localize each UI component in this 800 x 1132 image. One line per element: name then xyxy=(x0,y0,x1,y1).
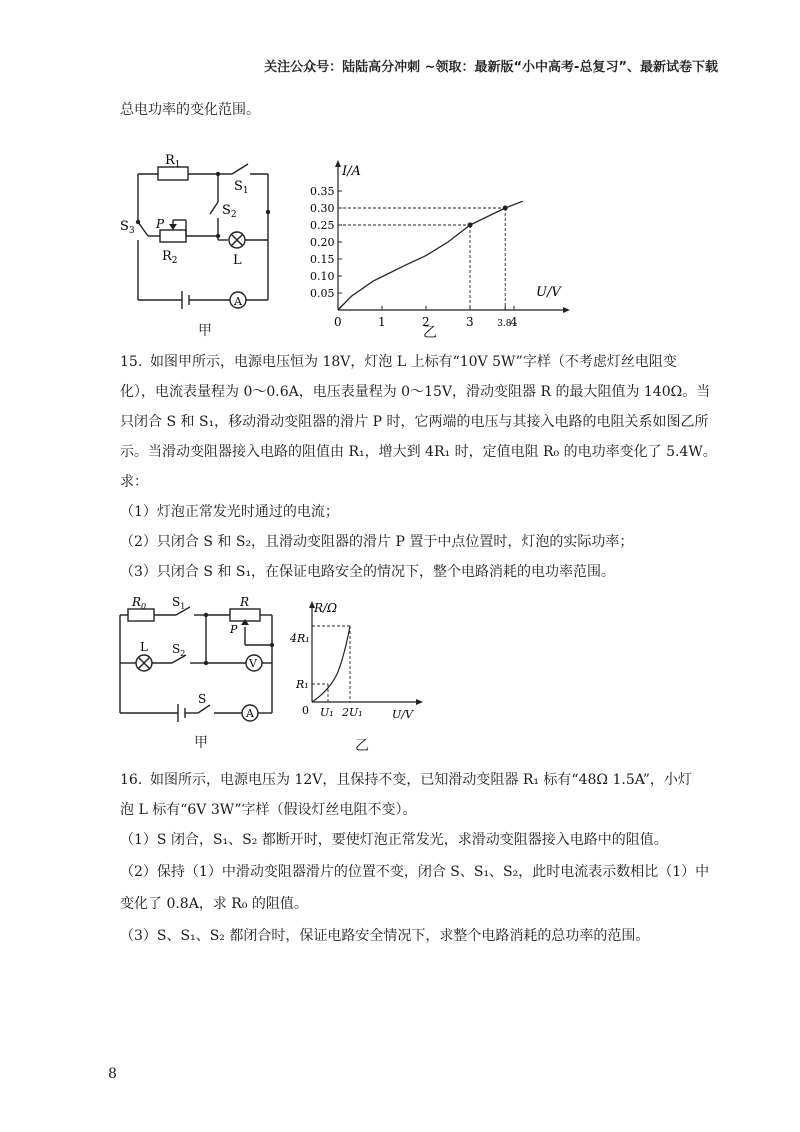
p-label: P xyxy=(156,217,165,231)
fig2-tick-u1: U₁ xyxy=(320,706,334,719)
r0-label: $R_0$ xyxy=(132,595,147,611)
x-tick-label: 0 xyxy=(334,315,342,329)
figure2-circuit-caption: 甲 xyxy=(194,735,208,751)
q15-line: 如图甲所示，电源电压恒为 18V，灯泡 L 上标有“10V 5W”字样（不考虑灯丝电阻变 xyxy=(150,354,677,370)
q15-line: 化），电流表量程为 0～0.6A，电压表量程为 0～15V，滑动变阻器 R 的最大阻值为 140Ω。当 xyxy=(120,384,711,400)
fig2-s1-label: $S_1$ xyxy=(172,595,186,611)
y-tick-label: 0.15 xyxy=(310,253,335,266)
fig2-ammeter-label: A xyxy=(246,707,254,720)
page-number: 8 xyxy=(108,1066,117,1082)
y-tick-label: 0.35 xyxy=(310,185,335,198)
y-axis-arrow xyxy=(335,160,341,167)
y-tick-label: 0.05 xyxy=(310,287,335,300)
fig2-tick-2u1: 2U₁ xyxy=(342,706,363,719)
ammeter-label: A xyxy=(234,295,242,308)
q15-line: 只闭合 S 和 S₁，移动滑动变阻器的滑片 P 时，它两端的电压与其接入电路的电阻关系如图乙所 xyxy=(120,414,709,430)
graph1-xlabel: U/V xyxy=(536,285,561,300)
y-tick-label: 0.20 xyxy=(310,236,335,249)
x-tick-label: 4 xyxy=(510,315,518,329)
data-point xyxy=(503,206,508,211)
i-u-curve xyxy=(338,201,523,310)
y-tick-label: 0.10 xyxy=(310,270,335,283)
voltmeter-label: V xyxy=(249,657,257,670)
y-tick-label: 0.30 xyxy=(310,202,335,215)
figure1-graph-caption: 乙 xyxy=(423,325,437,341)
fig2-s2-label: $S_2$ xyxy=(172,642,186,658)
q16-line: 如图所示，电源电压为 12V，且保持不变，已知滑动变阻器 R₁ 标有“48Ω 1.5A”，小灯 xyxy=(150,772,692,788)
x-axis-arrow xyxy=(563,307,570,313)
q16-number: 16. xyxy=(120,772,143,788)
figure2-graph-caption: 乙 xyxy=(355,738,369,754)
fig2-tick-origin: 0 xyxy=(302,704,309,717)
q16-part3: （3）S、S₁、S₂ 都闭合时，保证电路安全情况下，求整个电路消耗的总功率的范围。 xyxy=(120,928,650,944)
y-tick-label: 0.25 xyxy=(310,219,335,232)
q15-part1: （1）灯泡正常发光时通过的电流； xyxy=(120,504,339,520)
q15-number: 15. xyxy=(120,354,143,370)
r-label: R xyxy=(240,595,250,609)
x-tick-label: 1 xyxy=(378,315,386,329)
s2-label: $S_2$ xyxy=(222,203,237,220)
fig2-p-label: P xyxy=(230,623,238,636)
figure2-graph xyxy=(290,598,430,728)
lamp-label: L xyxy=(233,253,242,268)
r2-label: $R_2$ xyxy=(162,249,178,266)
q15-line: 求： xyxy=(120,474,148,490)
figure2-circuit xyxy=(110,595,290,725)
q16-line: 变化了 0.8A，求 R₀ 的阻值。 xyxy=(120,896,308,912)
intro-line: 总电功率的变化范围。 xyxy=(120,102,260,118)
x-tick-label: 3 xyxy=(466,315,474,329)
x-tick-label: 2 xyxy=(422,315,430,329)
figure1-graph xyxy=(300,155,580,330)
q16-part2: （2）保持（1）中滑动变阻器滑片的位置不变，闭合 S、S₁、S₂，此时电流表示数相比（1）中 xyxy=(120,864,710,880)
fig2-graph-ylabel: R/Ω xyxy=(314,601,338,615)
fig2-tick-r1: R₁ xyxy=(296,678,309,691)
q15-part3: （3）只闭合 S 和 S₁，在保证电路安全的情况下，整个电路消耗的电功率范围。 xyxy=(120,564,616,580)
q15-part2: （2）只闭合 S 和 S₂，且滑动变阻器的滑片 P 置于中点位置时，灯泡的实际功率； xyxy=(120,534,634,550)
fig2-graph-xlabel: U/V xyxy=(392,708,413,721)
q15-line: 示。当滑动变阻器接入电路的阻值由 R₁，增大到 4R₁ 时，定值电阻 R₀ 的电功率变化了 5.4W。 xyxy=(120,444,717,460)
page-header: 关注公众号：陆陆高分冲刺 ~领取：最新版“小中高考-总复习”、最新试卷下载 xyxy=(264,60,718,75)
fig2-s-label: S xyxy=(198,692,207,706)
r1-label: $R_1$ xyxy=(165,153,181,170)
q16-line: 泡 L 标有“6V 3W”字样（假设灯丝电阻不变）。 xyxy=(120,802,417,818)
s3-label: $S_3$ xyxy=(120,219,135,236)
fig2-lamp-label: L xyxy=(140,640,148,654)
x-tick-label: 3.8 xyxy=(497,319,512,329)
fig2-tick-4r1: 4R₁ xyxy=(290,632,310,645)
data-point xyxy=(468,223,473,228)
graph1-ylabel: I/A xyxy=(342,164,361,179)
s1-label: $S_1$ xyxy=(234,179,249,196)
figure1-circuit-caption: 甲 xyxy=(198,323,212,339)
q16-part1: （1）S 闭合，S₁、S₂ 都断开时，要使灯泡正常发光，求滑动变阻器接入电路中的阻值。 xyxy=(120,832,668,848)
figure1-circuit xyxy=(110,150,300,340)
